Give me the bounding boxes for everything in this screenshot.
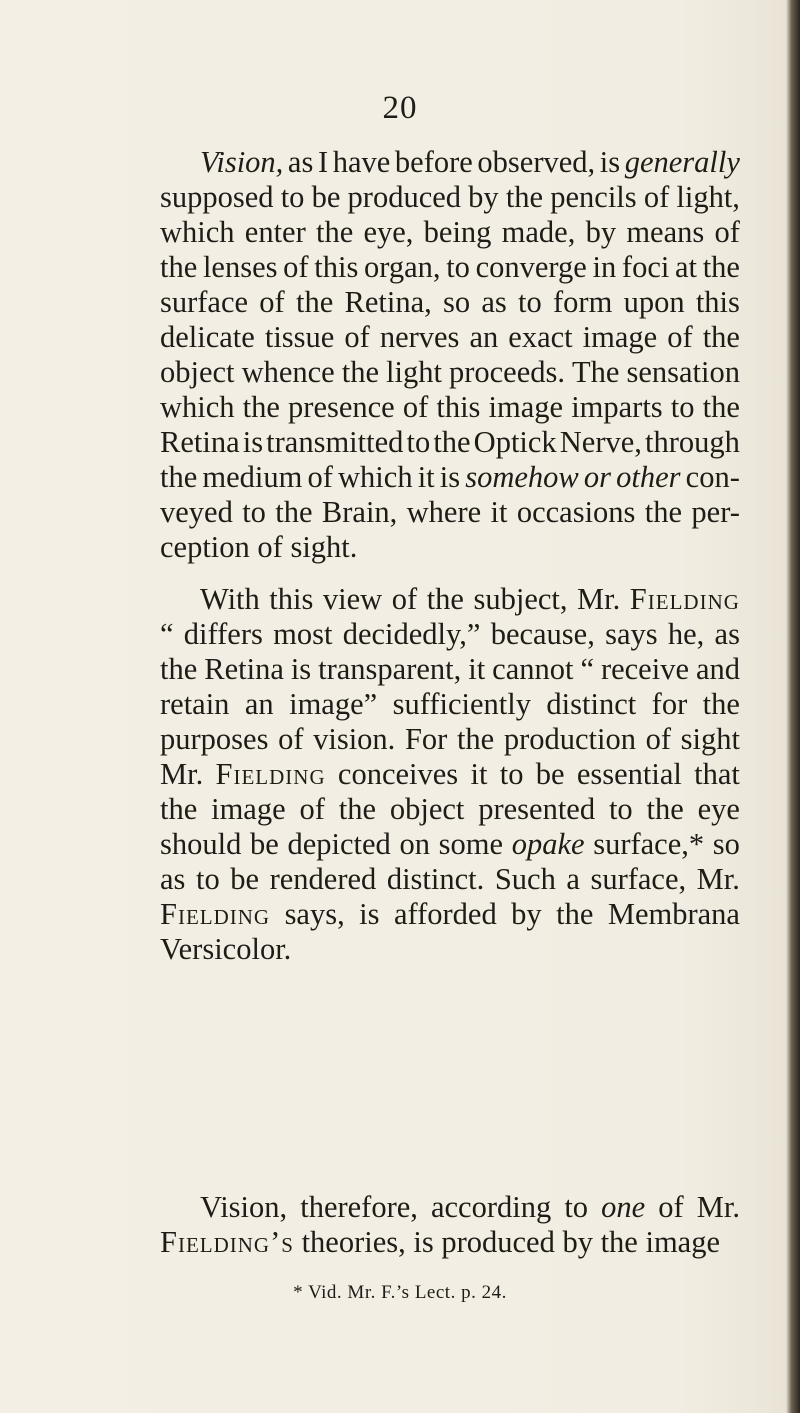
word: this <box>314 250 359 284</box>
word: the <box>426 582 464 616</box>
word: the <box>315 215 354 249</box>
word: to <box>406 425 431 459</box>
word: Vision, <box>200 1190 288 1224</box>
word: imparts <box>571 390 663 424</box>
word: says <box>605 617 658 651</box>
word: of <box>299 792 325 826</box>
word: observed, <box>477 145 596 179</box>
word: medium <box>202 460 303 494</box>
word: Retina, <box>344 285 432 319</box>
word: the <box>242 390 280 424</box>
word: conceives <box>337 757 459 791</box>
word: sight <box>680 722 740 756</box>
word: so <box>712 827 740 861</box>
word: where <box>406 495 482 529</box>
word: the <box>702 250 740 284</box>
word: distinct. <box>386 862 485 896</box>
word: is <box>359 897 380 931</box>
word: to <box>670 390 695 424</box>
word: that <box>694 757 740 791</box>
word: per- <box>691 495 740 529</box>
word: some <box>438 827 504 861</box>
page-binding-shadow <box>786 0 800 1413</box>
word: afforded <box>393 897 497 931</box>
word: the <box>160 250 198 284</box>
word: Membrana <box>607 897 740 931</box>
word: an <box>244 687 274 721</box>
word: surface,* <box>593 827 705 861</box>
word: Vision, <box>200 145 284 179</box>
word: of <box>344 320 370 354</box>
word: tissue <box>264 320 335 354</box>
word: the <box>160 652 198 686</box>
word: converge <box>475 250 587 284</box>
text-line <box>160 180 740 215</box>
word: Fielding’s <box>160 1225 294 1259</box>
word: Nerve, <box>559 425 642 459</box>
word: presence <box>288 390 395 424</box>
text-line <box>160 285 740 320</box>
word: vision. <box>313 722 396 756</box>
word: the <box>600 1225 638 1259</box>
paragraph-conclusion <box>160 1190 740 1260</box>
word: of <box>667 320 693 354</box>
word: somehow <box>465 460 579 494</box>
word: the <box>702 687 740 721</box>
text-line <box>160 1190 740 1225</box>
word: Mr. <box>577 582 621 616</box>
word: because, <box>490 617 595 651</box>
word: to <box>280 180 305 214</box>
word: is <box>439 460 461 494</box>
text-line <box>160 390 740 425</box>
word: of <box>259 285 285 319</box>
word: Optick <box>473 425 557 459</box>
word: presented <box>478 792 596 826</box>
word: and <box>695 652 740 686</box>
word: Fielding <box>629 582 740 616</box>
word: the <box>341 355 379 389</box>
word: Mr. <box>160 757 204 791</box>
word: as <box>481 285 507 319</box>
word: object <box>389 792 465 826</box>
paragraph-vision-theory <box>160 145 740 565</box>
word: the <box>275 495 313 529</box>
word: therefore, <box>300 1190 418 1224</box>
word: to <box>564 1190 589 1224</box>
word: the <box>702 390 740 424</box>
word: be <box>535 757 565 791</box>
word: it <box>470 757 488 791</box>
word: upon <box>623 285 685 319</box>
word: object <box>160 355 235 389</box>
text-line <box>160 897 740 932</box>
word: as <box>714 617 740 651</box>
text-line <box>160 862 740 897</box>
word: view <box>322 582 383 616</box>
text-line <box>160 792 740 827</box>
text-line <box>160 145 740 180</box>
word: of <box>645 722 672 756</box>
word: at <box>675 250 698 284</box>
word: Retina <box>160 425 240 459</box>
word: opake <box>511 827 585 861</box>
word: which <box>160 215 235 249</box>
text-line <box>160 460 740 495</box>
word: the <box>556 897 594 931</box>
word: depicted <box>287 827 391 861</box>
word: Mr. <box>696 1190 740 1224</box>
word: essential <box>576 757 682 791</box>
word: transmitted <box>266 425 404 459</box>
word: delicate <box>160 320 255 354</box>
word: in <box>592 250 617 284</box>
word: decidedly,” <box>342 617 481 651</box>
word: The <box>572 355 620 389</box>
text-line <box>160 215 740 250</box>
word: pencils <box>550 180 637 214</box>
word: purposes <box>160 722 269 756</box>
word: sufficiently <box>392 687 531 721</box>
word: distinct <box>546 687 637 721</box>
word: of <box>402 390 429 424</box>
word: eye, <box>363 215 414 249</box>
text-line <box>160 687 740 722</box>
word: the <box>456 722 495 756</box>
text-line <box>160 757 740 792</box>
word: ception <box>160 530 250 564</box>
word: a <box>566 862 580 896</box>
word: so <box>442 285 471 319</box>
word: as <box>160 862 186 896</box>
word: have <box>332 145 391 179</box>
word: the <box>433 425 471 459</box>
word: by <box>585 215 617 249</box>
word: For <box>404 722 448 756</box>
word: light <box>386 355 442 389</box>
word: by <box>468 180 499 214</box>
word: foci <box>621 250 670 284</box>
word: image <box>582 320 658 354</box>
word: cannot <box>492 652 574 686</box>
footnote: * Vid. Mr. F.’s Lect. p. 24. <box>293 1282 507 1303</box>
word: Fielding <box>215 757 326 791</box>
word: before <box>394 145 473 179</box>
word: surface, <box>590 862 687 896</box>
word: the <box>160 460 198 494</box>
text-line <box>160 250 740 285</box>
word: of <box>307 460 333 494</box>
word: means <box>626 215 705 249</box>
word: form <box>553 285 613 319</box>
word: the <box>702 320 740 354</box>
word: is <box>599 145 621 179</box>
text-line <box>160 827 740 862</box>
word: made, <box>501 215 576 249</box>
word: for <box>651 687 688 721</box>
word: is <box>242 425 264 459</box>
word: Fielding <box>160 897 271 931</box>
word: image <box>645 1225 720 1259</box>
word: is <box>413 1225 434 1259</box>
word: to <box>195 862 220 896</box>
word: most <box>273 617 333 651</box>
word: should <box>160 827 242 861</box>
word: light, <box>676 180 740 214</box>
text-line <box>160 932 740 967</box>
word: exact <box>508 320 573 354</box>
word: be <box>230 862 260 896</box>
word: Mr. <box>696 862 740 896</box>
word: says, <box>284 897 345 931</box>
paragraph-fielding-view <box>160 582 740 967</box>
word: by <box>511 897 542 931</box>
word: being <box>423 215 492 249</box>
word: retain <box>160 687 230 721</box>
word: production <box>503 722 636 756</box>
word: an <box>469 320 499 354</box>
word: one <box>601 1190 646 1224</box>
word: whence <box>241 355 335 389</box>
word: of <box>278 722 304 756</box>
word: of <box>658 1190 684 1224</box>
word: receive <box>600 652 689 686</box>
word: through <box>645 425 740 459</box>
word: supposed <box>160 180 274 214</box>
word: image <box>488 390 564 424</box>
word: be <box>250 827 279 861</box>
word: the <box>338 792 377 826</box>
word: transparent, <box>318 652 462 686</box>
word: this <box>436 390 481 424</box>
word: differs <box>183 617 263 651</box>
word: sight. <box>290 530 358 564</box>
word: which <box>338 460 413 494</box>
word: organ, <box>364 250 441 284</box>
word: Versicolor. <box>160 932 292 966</box>
word: surface <box>160 285 249 319</box>
word: the <box>505 180 544 214</box>
word: as <box>287 145 314 179</box>
word: which <box>160 390 235 424</box>
word: of <box>643 180 670 214</box>
text-line <box>160 582 740 617</box>
word: according <box>430 1190 552 1224</box>
text-line <box>160 495 740 530</box>
word: of <box>283 250 309 284</box>
word: be <box>311 180 341 214</box>
word: lenses <box>202 250 278 284</box>
word: or <box>583 460 612 494</box>
word: produced <box>441 1225 555 1259</box>
word: to <box>499 757 524 791</box>
word: generally <box>624 145 740 179</box>
word: veyed <box>160 495 233 529</box>
word: it <box>468 652 486 686</box>
word: image <box>211 792 286 826</box>
word: to <box>242 495 266 529</box>
word: Brain, <box>321 495 398 529</box>
word: by <box>562 1225 593 1259</box>
word: this <box>269 582 314 616</box>
word: Retina <box>204 652 284 686</box>
word: rendered <box>269 862 377 896</box>
word: the <box>295 285 334 319</box>
page-number: 20 <box>382 90 418 126</box>
word: nerves <box>379 320 460 354</box>
text-line <box>160 530 740 565</box>
word: sensation <box>626 355 740 389</box>
word: to <box>446 250 470 284</box>
word: con- <box>685 460 740 494</box>
word: eye <box>697 792 740 826</box>
word: subject, <box>473 582 568 616</box>
word: it <box>490 495 508 529</box>
word: is <box>290 652 312 686</box>
word: of <box>714 215 740 249</box>
word: he, <box>667 617 705 651</box>
word: to <box>518 285 542 319</box>
word: the <box>160 792 198 826</box>
word: Such <box>494 862 556 896</box>
word: “ <box>580 652 594 686</box>
text-line <box>160 652 740 687</box>
word: on <box>399 827 430 861</box>
word: the <box>646 792 684 826</box>
word: of <box>391 582 418 616</box>
word: “ <box>160 617 174 651</box>
word: it <box>417 460 435 494</box>
word: With <box>200 582 260 616</box>
word: occasions <box>516 495 636 529</box>
word: enter <box>244 215 306 249</box>
word: produced <box>347 180 462 214</box>
text-line <box>160 1225 740 1260</box>
word: image” <box>289 687 378 721</box>
word: theories, <box>301 1225 406 1259</box>
text-line <box>160 355 740 390</box>
word: other <box>616 460 681 494</box>
word: this <box>695 285 740 319</box>
word: I <box>317 145 329 179</box>
word: to <box>608 792 633 826</box>
word: proceeds. <box>448 355 565 389</box>
word: of <box>257 530 283 564</box>
text-line <box>160 320 740 355</box>
text-line <box>160 722 740 757</box>
word: the <box>644 495 683 529</box>
text-line <box>160 617 740 652</box>
text-line <box>160 425 740 460</box>
